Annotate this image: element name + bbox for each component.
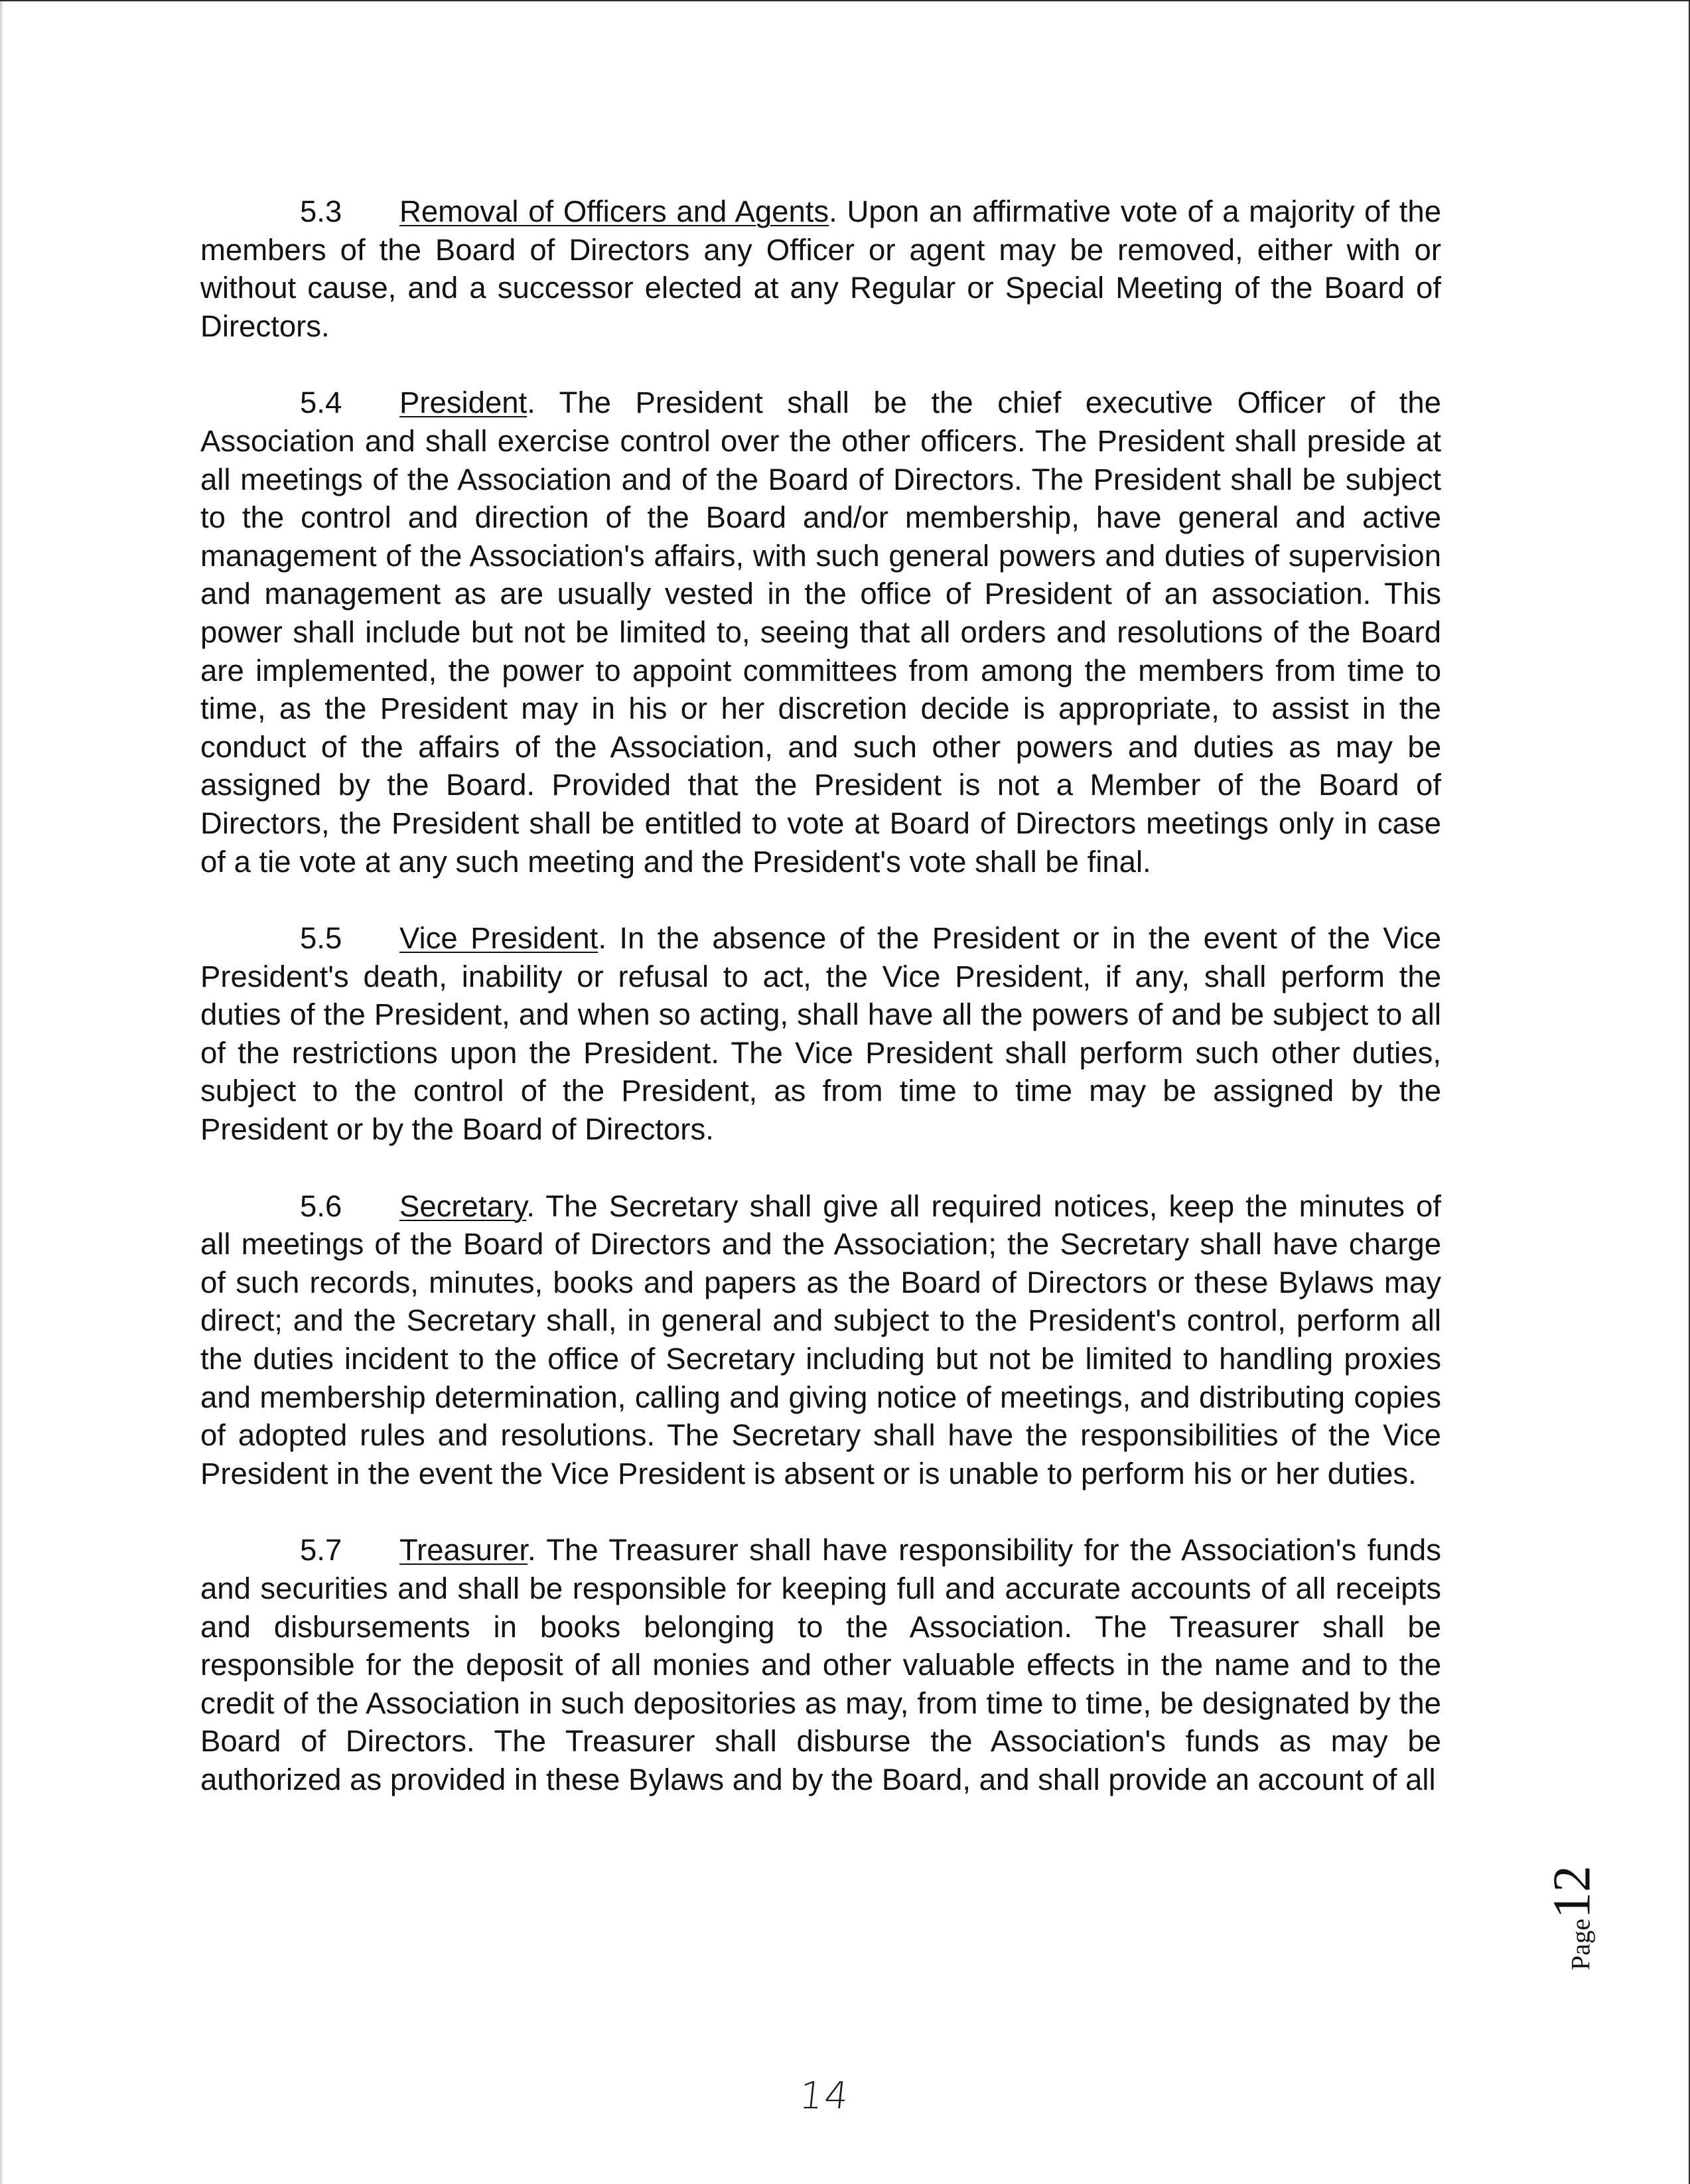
section-heading: President xyxy=(399,386,528,420)
section-5-7 xyxy=(200,1531,1441,1798)
section-heading: Vice President xyxy=(399,921,599,956)
section-5-3 xyxy=(200,192,1441,345)
section-body: . The President shall be the chief executive Officer of the Association and shall exercise control over the other officers. The President shall preside at all meetings of the Association and of the Board of Directors. The President shall be subject to the control and direction of the Board and/or membership, have general and active management of the Association's affairs, with such general powers and duties of supervision and management as are usually vested in the office of President of an association. This power shall include but not be limited to, seeing that all orders and resolutions of the Board are implemented, the power to appoint committees from among the members from time to time, as the President may in his or her discretion decide is appropriate, to assist in the conduct of the affairs of the Association, and such other powers and duties as may be assigned by the Board. Provided that the President is not a Member of the Board of Directors, the President shall be entitled to vote at Board of Directors meetings only in case of a tie vote at any such meeting and the President's vote shall be final. xyxy=(200,386,1441,879)
section-heading: Treasurer xyxy=(399,1533,528,1567)
handwritten-page-number: 14 xyxy=(797,2075,852,2118)
section-number: 5.6 xyxy=(300,1189,342,1223)
section-number: 5.7 xyxy=(300,1533,342,1567)
section-body: . The Treasurer shall have responsibility for the Association's funds and securities and shall be responsible for keeping full and accurate accounts of all receipts and disbursements in books belonging to the Association. The Treasurer shall be responsible for the deposit of all monies and other valuable effects in the name and to the credit of the Association in such depositories as may, from time to time, be designated by the Board of Directors. The Treasurer shall disburse the Association's funds as may be authorized as provided in these Bylaws and by the Board, and shall provide an account of all xyxy=(200,1533,1441,1796)
section-number: 5.4 xyxy=(300,386,342,420)
section-body: . In the absence of the President or in the event of the Vice President's death, inability or refusal to act, the Vice President, if any, shall perform the duties of the President, and when so acting, shall have all the powers of and be subject to all of the restrictions upon the President. The Vice President shall perform such other duties, subject to the control of the President, as from time to time may be assigned by the President or by the Board of Directors. xyxy=(200,921,1441,1147)
section-heading: Removal of Officers and Agents xyxy=(399,194,829,228)
section-heading: Secretary xyxy=(399,1189,527,1223)
section-number: 5.5 xyxy=(300,921,342,956)
section-body: . The Secretary shall give all required notices, keep the minutes of all meetings of the Board of Directors and the Association; the Secretary shall have charge of such records, minutes, books and papers as the Board of Directors or these Bylaws may direct; and the Secretary shall, in general and subject to the President's control, perform all the duties incident to the office of Secretary including but not be limited to handling proxies and membership determination, calling and giving notice of meetings, and distributing copies of adopted rules and resolutions. The Secretary shall have the responsibilities of the Vice President in the event the Vice President is absent or is unable to perform his or her duties. xyxy=(200,1189,1441,1491)
page-word: Page xyxy=(1565,1919,1596,1970)
section-5-6 xyxy=(200,1187,1441,1493)
page-number: 12 xyxy=(1543,1865,1602,1919)
section-body: . Upon an affirmative vote of a majority of the members of the Board of Directors any Officer or agent may be removed, either with or without cause, and a successor elected at any Regular or Special Meeting of the Board of Directors. xyxy=(200,194,1441,343)
document-body xyxy=(200,192,1441,1838)
section-5-5 xyxy=(200,919,1441,1149)
section-5-4 xyxy=(200,384,1441,881)
page-number-stamp xyxy=(1533,1845,1612,1991)
section-number: 5.3 xyxy=(300,194,342,228)
